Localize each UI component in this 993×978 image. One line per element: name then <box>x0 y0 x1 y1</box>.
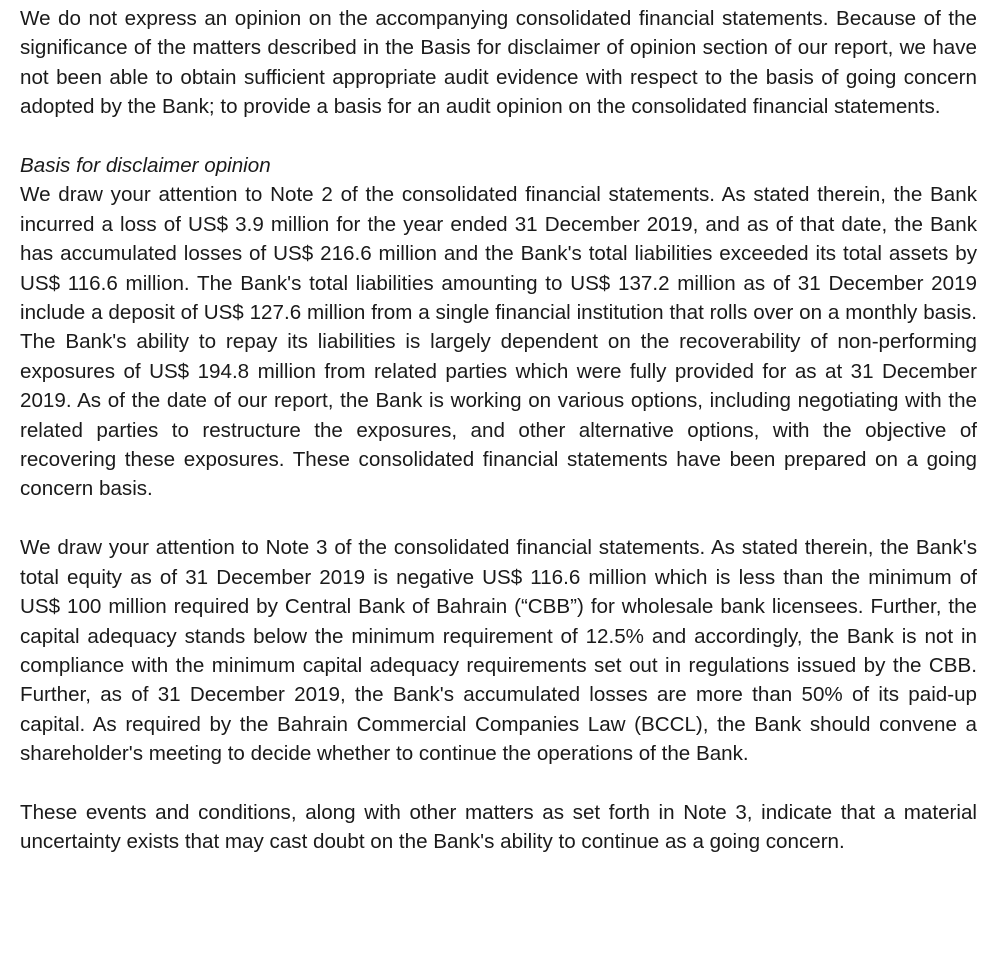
material-uncertainty-paragraph: These events and conditions, along with other matters as set forth in Note 3, indicate that a material uncertainty exists that may cast doubt on the Bank's ability to continue as a going concern. <box>20 800 977 854</box>
paragraph-spacer <box>20 769 977 798</box>
note-2-paragraph: We draw your attention to Note 2 of the consolidated financial statements. As stated therein, the Bank incurred a loss of US$ 3.9 million for the year ended 31 December 2019, and as of that date, the Bank has accumulated losses of US$ 216.6 million and the Bank's total liabilities exceeded its total assets by US$ 116.6 million. The Bank's total liabilities amounting to US$ 137.2 million as of 31 December 2019 include a deposit of US$ 127.6 million from a single financial institution that rolls over on a monthly basis. The Bank's ability to repay its liabilities is largely dependent on the recoverability of non-performing exposures of US$ 194.8 million from related parties which were fully provided for as at 31 December 2019. As of the date of our report, the Bank is working on various options, including negotiating with the related parties to restructure the exposures, and other alternative options, with the objective of recovering these exposures. These consolidated financial statements have been prepared on a going concern basis. <box>20 183 977 501</box>
paragraph-spacer <box>20 504 977 533</box>
disclaimer-paragraph: We do not express an opinion on the accompanying consolidated financial statements. Because of the significance of the matters described in the Basis for disclaimer of opinion section of our report, we have not been able to obtain sufficient appropriate audit evidence with respect to the basis of going concern adopted by the Bank; to provide a basis for an audit opinion on the consolidated financial statements. <box>20 7 977 119</box>
audit-report-page <box>20 4 977 857</box>
paragraph-spacer <box>20 122 977 151</box>
note-3-paragraph: We draw your attention to Note 3 of the consolidated financial statements. As stated therein, the Bank's total equity as of 31 December 2019 is negative US$ 116.6 million which is less than the minimum of US$ 100 million required by Central Bank of Bahrain (“CBB”) for wholesale bank licensees. Further, the capital adequacy stands below the minimum requirement of 12.5% and accordingly, the Bank is not in compliance with the minimum capital adequacy requirements set out in regulations issued by the CBB. Further, as of 31 December 2019, the Bank's accumulated losses are more than 50% of its paid-up capital. As required by the Bahrain Commercial Companies Law (BCCL), the Bank should convene a shareholder's meeting to decide whether to continue the operations of the Bank. <box>20 536 977 766</box>
section-heading: Basis for disclaimer opinion <box>20 154 271 178</box>
